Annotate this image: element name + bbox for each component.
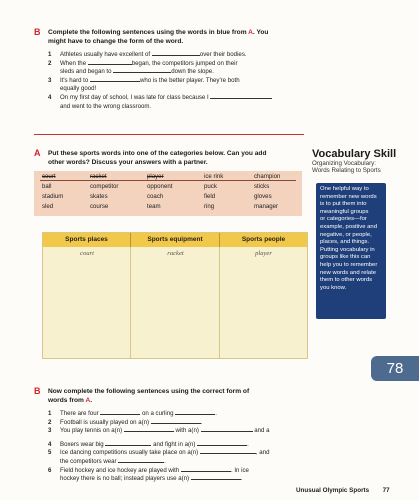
list-item: hockey there is no ball; instead players use a(n) .	[60, 475, 243, 483]
word-sled: sled	[42, 203, 54, 210]
word-coach: coach	[147, 193, 164, 200]
list-item: 3 You play tennis on a(n) with a(n) and a	[48, 427, 270, 435]
category-header-places: Sports places	[43, 233, 131, 247]
category-column-equipment[interactable]	[131, 247, 220, 358]
list-item: 1 There are four on a curling .	[48, 410, 217, 417]
word-field: field	[204, 193, 216, 200]
word-racket: racket	[90, 173, 107, 180]
footer-title: Unusual Olympic Sports	[296, 487, 370, 494]
word-sticks: sticks	[254, 183, 270, 190]
category-column-places[interactable]	[43, 247, 131, 358]
list-item: 2 When the began, the competitors jumped on their	[48, 59, 238, 67]
list-item: 2 Football is usually played on a(n) .	[48, 418, 203, 426]
category-example-people: player	[255, 250, 272, 257]
list-item: sleds and began to down the slope.	[60, 68, 214, 76]
word-puck: puck	[204, 183, 217, 190]
word-team: team	[147, 203, 161, 210]
word-manager: manager	[254, 203, 279, 210]
vocab-skill-subtitle: Organizing Vocabulary: Words Relating to Sports	[312, 160, 381, 175]
word-box	[34, 171, 302, 216]
word-competitor: competitor	[90, 183, 119, 190]
list-item: and went to the wrong classroom.	[60, 102, 152, 110]
footer	[296, 487, 390, 494]
section-a-letter: A	[34, 148, 41, 158]
word-ring: ring	[204, 203, 215, 210]
category-example-equipment: racket	[167, 250, 184, 257]
category-example-places: court	[80, 250, 94, 257]
section-b-bottom-items	[48, 410, 348, 484]
category-header-equipment: Sports equipment	[131, 233, 220, 247]
list-item: the competitors wear .	[60, 457, 166, 465]
section-divider	[34, 134, 304, 135]
list-item: 1 Athletes usually have excellent of over their bodies.	[48, 51, 247, 58]
category-table	[42, 232, 308, 359]
section-b-bottom-instruction: Now complete the following sentences using the correct form of words from A.	[48, 388, 250, 404]
section-b-top-items	[48, 51, 388, 111]
word-course: course	[90, 203, 109, 210]
list-item: 4 Boxers wear big and fight in a(n) .	[48, 440, 249, 448]
word-player: player	[147, 173, 164, 180]
page-number: 77	[382, 487, 390, 494]
word-skates: skates	[90, 193, 108, 200]
list-item: 4 On my first day of school, I was late for class because I	[48, 94, 388, 103]
section-b-top-letter: B	[34, 27, 41, 37]
category-column-people[interactable]	[220, 247, 307, 358]
word-opponent: opponent	[147, 183, 173, 190]
vocab-skill-title: Vocabulary Skill	[312, 148, 397, 160]
list-item: 3 It's hard to who is the better player. They're both	[48, 76, 240, 84]
vocab-skill-box: One helpful way to remember new words is to put them into meaningful groups or categories—for example, positive and negative, or people, places, and things. Putting vocabulary in groups like this can help you to remember new words and relate them to other words you know.	[316, 183, 386, 319]
word-ice-rink: ice rink	[204, 173, 224, 180]
word-champion: champion	[254, 173, 281, 180]
word-ball: ball	[42, 183, 52, 190]
list-item: equally good!	[60, 85, 97, 93]
word-stadium: stadium	[42, 193, 64, 200]
word-gloves: gloves	[254, 193, 272, 200]
section-a-instruction: Put these sports words into one of the categories below. Can you add other words? Discuss your answers with a partner.	[48, 150, 267, 166]
category-header-people: Sports people	[220, 233, 307, 247]
list-item: 6 Field hockey and ice hockey are played with . In ice	[48, 466, 249, 474]
section-b-bottom-letter: B	[34, 386, 41, 396]
list-item: 5 Ice dancing competitions usually take place on a(n) , and	[48, 449, 270, 457]
section-b-top-instruction: Complete the following sentences using the words in blue from A. You might have to change the form of the word.	[48, 29, 269, 45]
page-tab: 78	[371, 356, 419, 381]
word-court: court	[42, 173, 56, 180]
